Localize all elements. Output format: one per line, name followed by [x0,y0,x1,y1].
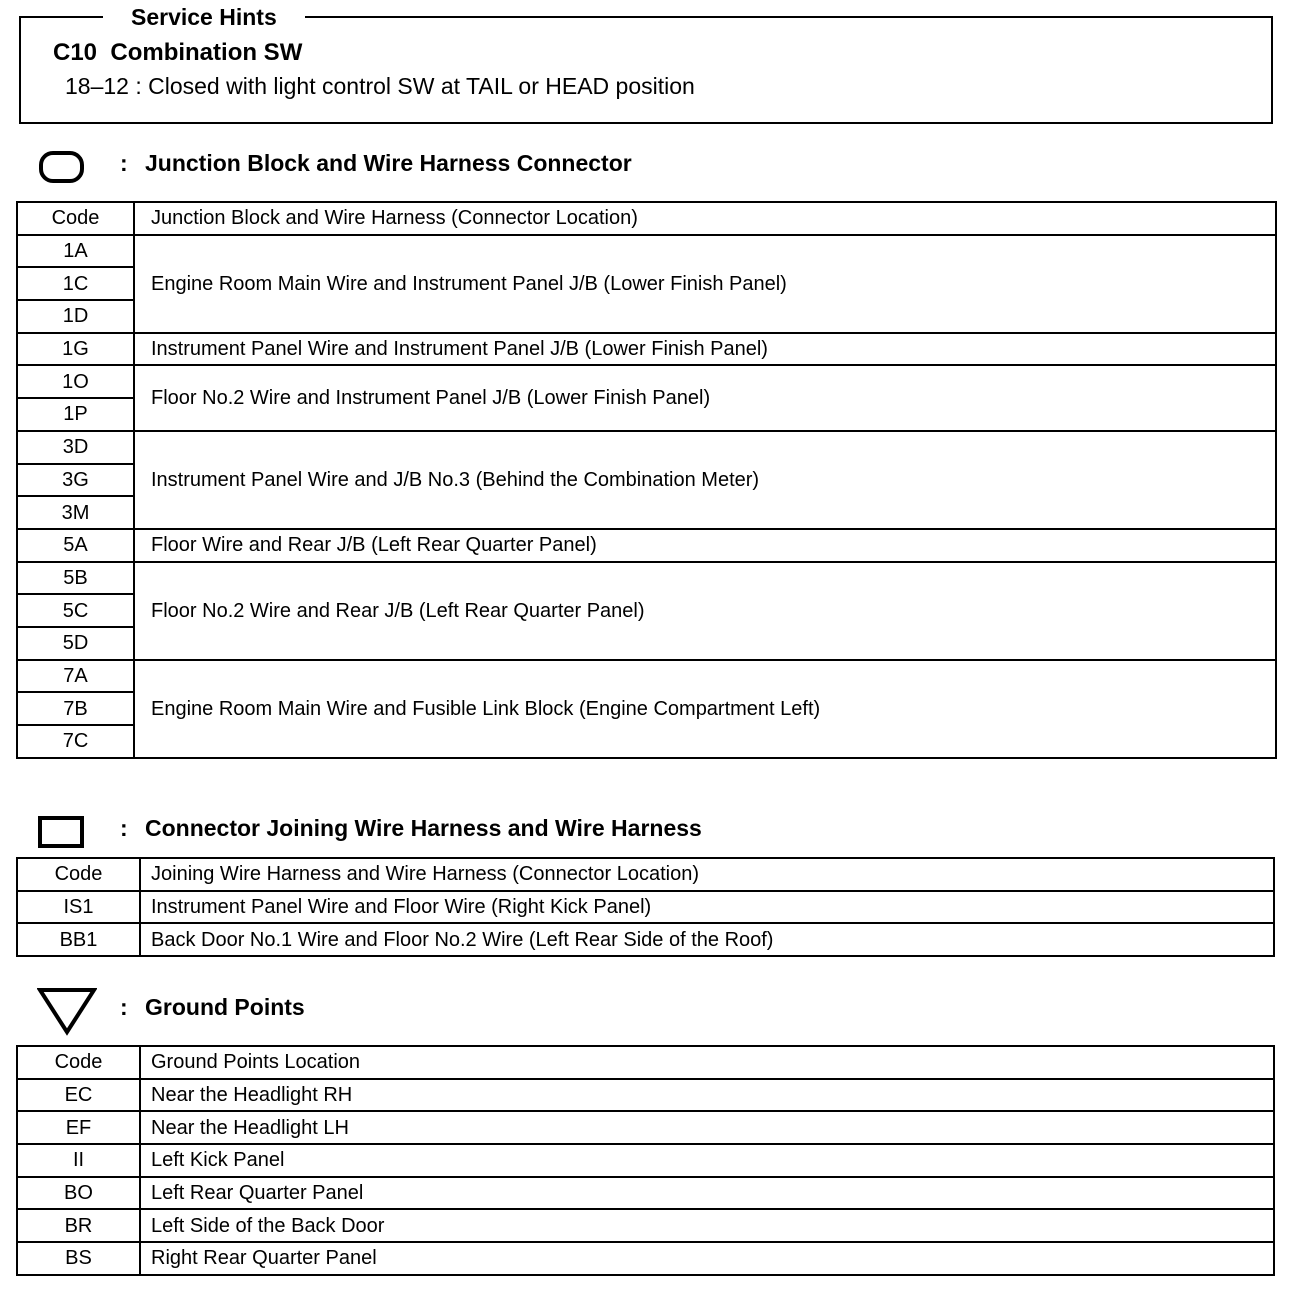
connector-location: Engine Room Main Wire and Instrument Panel J/B (Lower Finish Panel) [134,235,1276,333]
row-code: II [17,1144,140,1177]
row-code: IS1 [17,891,140,924]
junction-section-title: Junction Block and Wire Harness Connector [145,150,632,176]
ground-section-title: Ground Points [145,994,305,1020]
connector-code: 7C [17,725,134,758]
table-row [17,529,1276,562]
connector-section-heading [37,815,1277,855]
row-location: Back Door No.1 Wire and Floor No.2 Wire (Left Rear Side of the Roof) [140,923,1274,956]
ground-colon: : [120,994,128,1020]
header-code: Code [17,202,134,235]
row-location: Instrument Panel Wire and Floor Wire (Right Kick Panel) [140,891,1274,924]
table-row [17,431,1276,464]
connector-code: 7A [17,660,134,693]
connector-code: 1C [17,267,134,300]
row-location: Left Kick Panel [140,1144,1274,1177]
connector-code: 5B [17,562,134,595]
connector-location: Engine Room Main Wire and Fusible Link Block (Engine Compartment Left) [134,660,1276,758]
row-location: Right Rear Quarter Panel [140,1242,1274,1275]
connector-location: Floor Wire and Rear J/B (Left Rear Quarter Panel) [134,529,1276,562]
junction-section-heading [37,150,1277,190]
table-row [17,333,1276,366]
connector-code: 5C [17,594,134,627]
junction-colon: : [120,150,128,176]
connector-location: Instrument Panel Wire and J/B No.3 (Behind the Combination Meter) [134,431,1276,529]
row-location: Left Side of the Back Door [140,1209,1274,1242]
rounded-rect-icon [37,150,85,189]
table-header-row [17,202,1276,235]
table-row [17,235,1276,268]
row-code: BB1 [17,923,140,956]
table-row [17,1209,1274,1242]
connector-code: 3D [17,431,134,464]
connector-colon: : [120,815,128,841]
connector-code: 7B [17,692,134,725]
service-hints-title: C10 Combination SW [53,39,303,66]
connector-location: Instrument Panel Wire and Instrument Panel J/B (Lower Finish Panel) [134,333,1276,366]
row-location: Near the Headlight LH [140,1111,1274,1144]
table-row [17,1177,1274,1210]
row-code: EC [17,1079,140,1112]
header-location: Ground Points Location [140,1046,1274,1079]
table-row [17,562,1276,595]
row-code: BS [17,1242,140,1275]
connector-code: 1A [17,235,134,268]
row-code: BO [17,1177,140,1210]
connector-code: 1P [17,398,134,431]
connector-code: 3M [17,496,134,529]
table-row [17,1144,1274,1177]
square-icon [37,815,85,854]
service-hints-box [19,4,1273,124]
table-row [17,1242,1274,1275]
row-code: EF [17,1111,140,1144]
connector-code: 5A [17,529,134,562]
table-header-row [17,858,1274,891]
header-code: Code [17,1046,140,1079]
table-header-row [17,1046,1274,1079]
row-location: Near the Headlight RH [140,1079,1274,1112]
connector-code: 1D [17,300,134,333]
service-hints-line: 18–12 : Closed with light control SW at TAIL or HEAD position [65,73,695,99]
table-row [17,1111,1274,1144]
connector-code: 1G [17,333,134,366]
header-location: Junction Block and Wire Harness (Connector Location) [134,202,1276,235]
connector-location: Floor No.2 Wire and Instrument Panel J/B (Lower Finish Panel) [134,365,1276,430]
junction-table [16,201,1277,759]
connector-code: 1O [17,365,134,398]
table-row [17,923,1274,956]
row-code: BR [17,1209,140,1242]
connector-code: 3G [17,464,134,497]
connector-table [16,857,1275,957]
connector-section-title: Connector Joining Wire Harness and Wire Harness [145,815,702,841]
header-location: Joining Wire Harness and Wire Harness (Connector Location) [140,858,1274,891]
ground-section-heading [37,994,1277,1034]
table-row [17,891,1274,924]
ground-table [16,1045,1275,1276]
table-row [17,1079,1274,1112]
table-row [17,365,1276,398]
table-row [17,660,1276,693]
service-hints-legend: Service Hints [103,4,305,30]
triangle-down-icon [37,986,97,1041]
header-code: Code [17,858,140,891]
row-location: Left Rear Quarter Panel [140,1177,1274,1210]
connector-code: 5D [17,627,134,660]
connector-location: Floor No.2 Wire and Rear J/B (Left Rear Quarter Panel) [134,562,1276,660]
